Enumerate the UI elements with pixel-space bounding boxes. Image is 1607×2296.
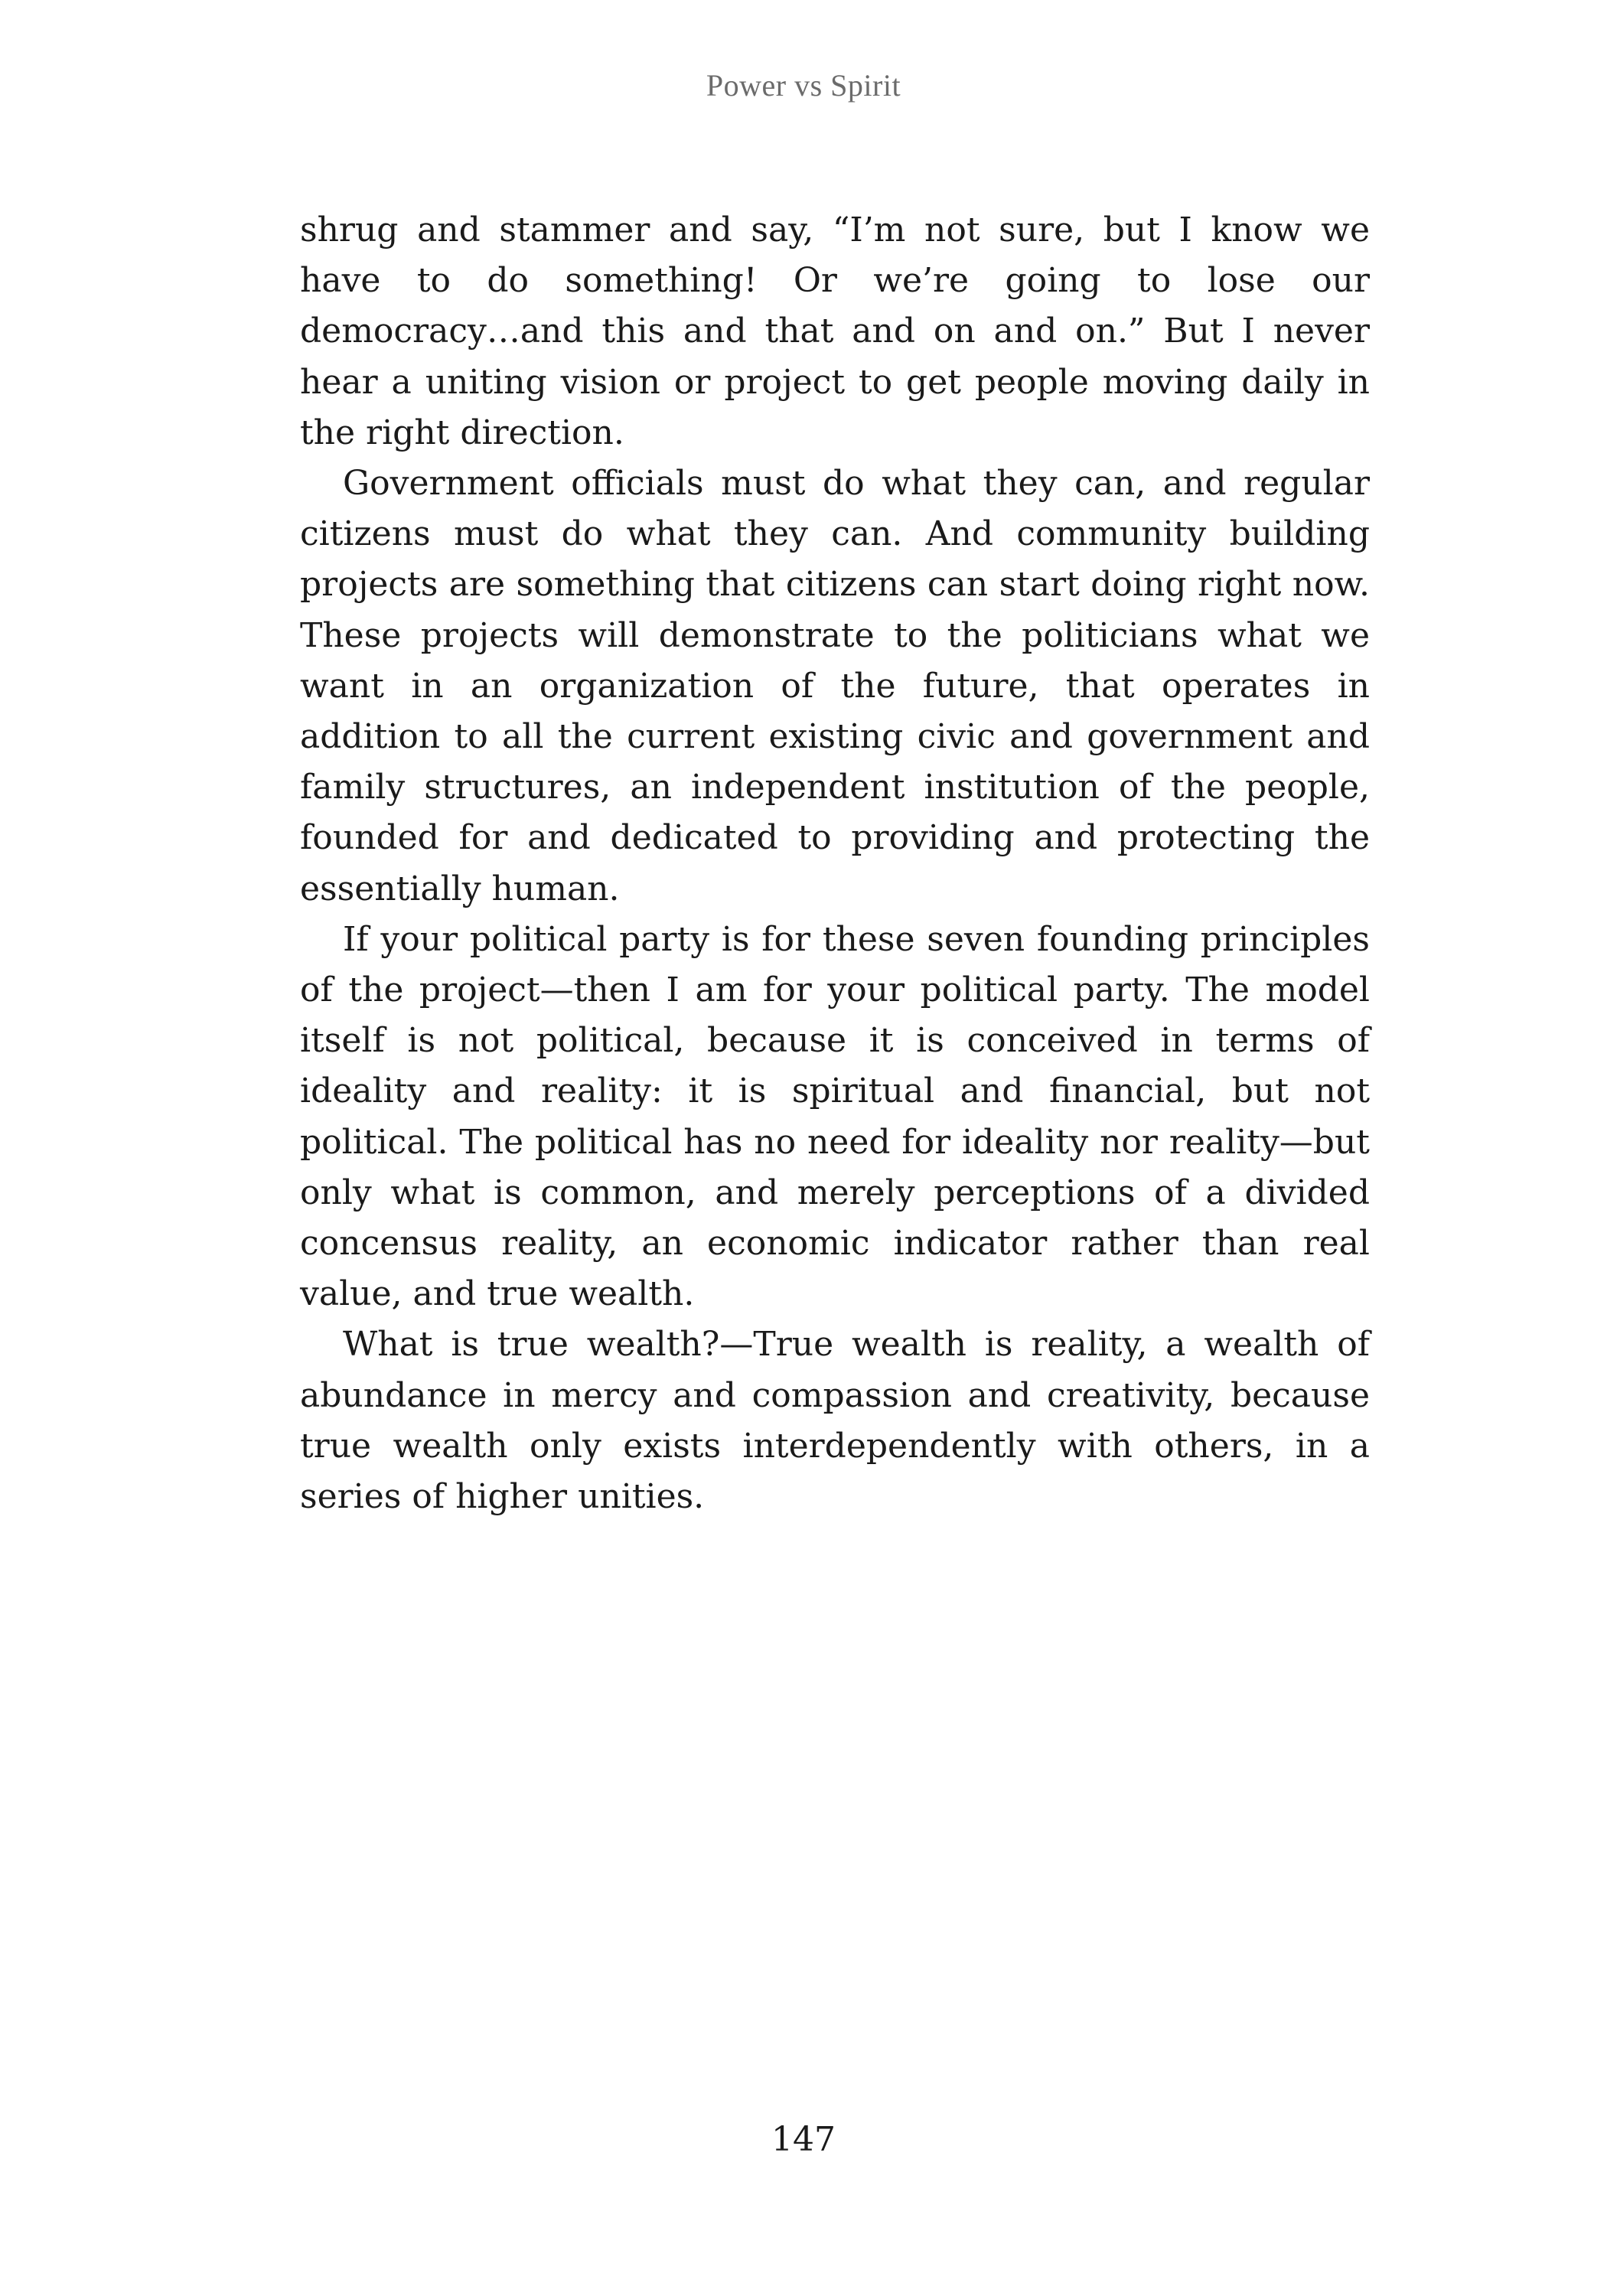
paragraph-government-officials: Government officials must do what they can, and regular citizens must do what they can. And community building projects are something that citizens can start doing right now. These projects will demonstrate to the politicians what we want in an organization of the future, that operates in addition to all the current existing civic and government and family structures, an independent institution of the people, founded for and dedicated to providing and protecting the essentially human. — [300, 464, 1370, 908]
paragraph-continuation: shrug and stammer and say, “I’m not sure, but I know we have to do something! Or we’re going to lose our democracy…and this and that and on and on.” But I never hear a uniting vision or project to get people moving daily in the right direction. — [300, 210, 1370, 452]
body-text — [300, 205, 1370, 1522]
page-number: 147 — [771, 2120, 836, 2159]
running-head-title: Power vs Spirit — [706, 68, 901, 103]
paragraph-political-party: If your political party is for these seven founding principles of the project—then I am for your political party. The model itself is not political, because it is conceived in terms of ideality and reality: it is spiritual and financial, but not political. The political has no need for ideality nor reality—but only what is common, and merely perceptions of a divided concensus reality, an economic indicator rather than real value, and true wealth. — [300, 919, 1370, 1314]
paragraph-true-wealth: What is true wealth?—True wealth is reality, a wealth of abundance in mercy and compassion and creativity, because true wealth only exists interdependently with others, in a series of higher unities. — [300, 1325, 1370, 1517]
